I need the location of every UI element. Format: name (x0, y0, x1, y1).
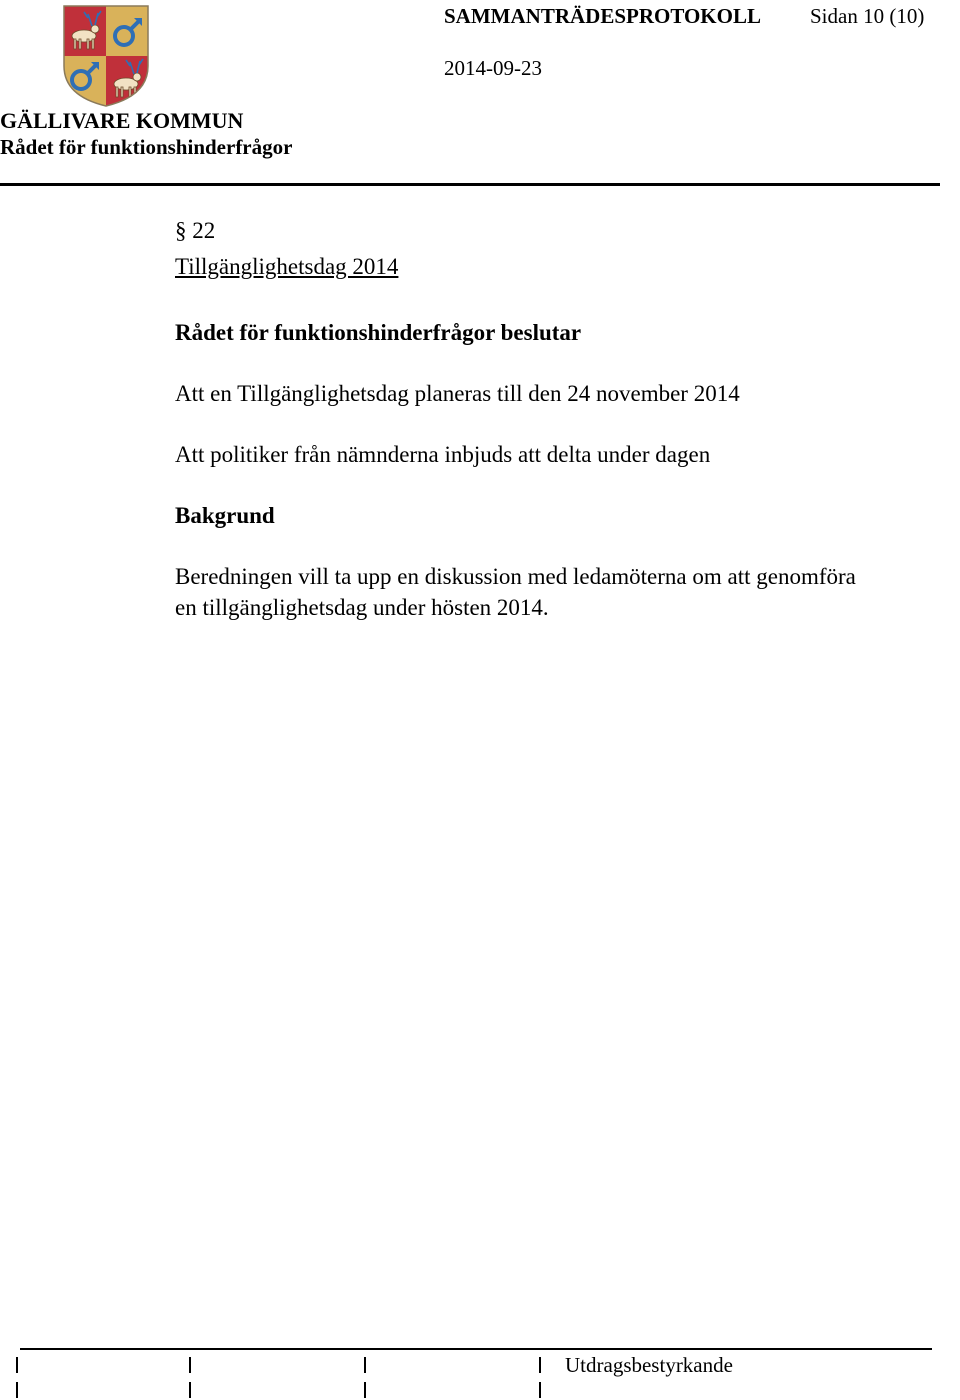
signature-box-divider (189, 1357, 191, 1373)
signature-box-divider (364, 1357, 366, 1373)
page-number: Sidan 10 (10) (810, 4, 925, 28)
signature-box-divider (539, 1357, 541, 1373)
background-text-line: Beredningen vill ta upp en diskussion med ledamöterna om att genomföra (175, 564, 856, 589)
header-divider (0, 183, 940, 186)
document-type-title: SAMMANTRÄDESPROTOKOLL (444, 4, 761, 28)
signature-box-divider (16, 1357, 18, 1373)
footer-divider (20, 1348, 932, 1350)
signature-box-divider (189, 1382, 191, 1398)
municipal-coat-of-arms-logo (62, 4, 150, 108)
decision-heading: Rådet för funktionshinderfrågor beslutar (175, 320, 582, 345)
organization-name: GÄLLIVARE KOMMUN (0, 108, 244, 133)
signature-box-divider (364, 1382, 366, 1398)
signature-box-divider (539, 1382, 541, 1398)
paragraph-number: § 22 (175, 218, 216, 243)
paragraph-title: Tillgänglighetsdag 2014 (175, 254, 399, 279)
signature-box-divider (16, 1382, 18, 1398)
background-text-line: en tillgänglighetsdag under hösten 2014. (175, 595, 549, 620)
decision-item: Att politiker från nämnderna inbjuds att delta under dagen (175, 442, 711, 467)
department-name: Rådet för funktionshinderfrågor (0, 135, 293, 159)
meeting-date: 2014-09-23 (444, 56, 542, 80)
signature-label: Utdragsbestyrkande (565, 1353, 733, 1377)
decision-item: Att en Tillgänglighetsdag planeras till den 24 november 2014 (175, 381, 740, 406)
background-heading: Bakgrund (175, 503, 275, 528)
